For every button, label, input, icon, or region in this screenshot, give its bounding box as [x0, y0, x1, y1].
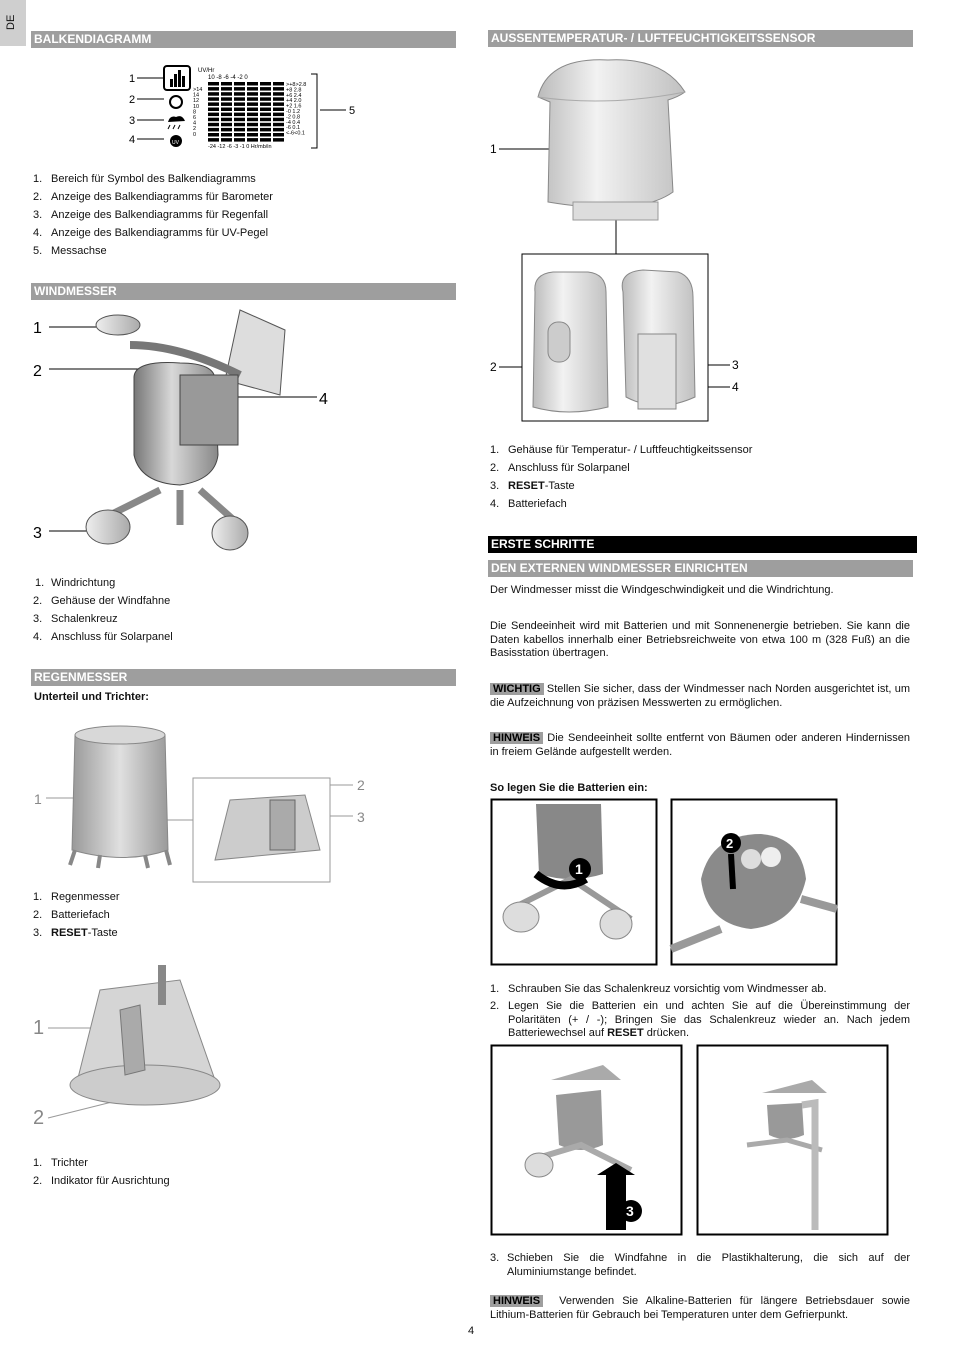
- display-bar-segment: [208, 128, 219, 131]
- left-scale: [193, 87, 202, 138]
- right-scale-label: +8 2.8: [286, 87, 302, 94]
- display-bar-segment: [208, 87, 219, 91]
- display-bar-segment: [221, 118, 232, 122]
- display-bar-segment: [221, 87, 232, 91]
- callout-1: 1: [129, 73, 136, 85]
- display-bar-segment: [247, 92, 258, 96]
- display-bar-segment: [208, 138, 219, 142]
- bar-rows: [208, 82, 284, 142]
- list-item: 1. Regenmesser: [33, 891, 120, 903]
- display-bar-segment: [260, 133, 271, 137]
- callout-2: 2: [33, 363, 42, 380]
- step-badge-3: 3: [626, 1203, 634, 1219]
- right-scale-label: -6 0.1: [286, 125, 301, 132]
- language-tab: [0, 0, 26, 46]
- list-item: 4. Anzeige des Balkendiagramms für UV-Pegel: [33, 227, 269, 239]
- display-bar-segment: [260, 97, 271, 101]
- display-bar-segment: [273, 123, 284, 127]
- display-bar-segment: [273, 82, 284, 86]
- display-bar-segment: [260, 123, 271, 127]
- display-bar-segment: [234, 102, 245, 106]
- display-bar-segment: [208, 97, 219, 101]
- list-item: 2. Batteriefach: [33, 909, 110, 921]
- note-hint-2: HINWEIS Verwenden Sie Alkaline-Batterien für längere Betriebsdauer sowie Lithium-Batterien für Gebrauch bei Temperaturen unter dem Gefrierpunkt.: [490, 1295, 910, 1321]
- display-bar-segment: [260, 128, 271, 131]
- list-item: 1. Trichter: [33, 1157, 88, 1169]
- callout-4: 4: [129, 134, 136, 146]
- wind-legend-list: [33, 576, 173, 648]
- display-bar-segment: [221, 82, 232, 86]
- display-bar-segment: [221, 133, 232, 137]
- display-bar-segment: [273, 138, 284, 142]
- battery-steps-list: [490, 982, 910, 1040]
- display-bar-segment: [234, 133, 245, 137]
- rain-cloud-icon: [168, 116, 185, 122]
- display-bar-segment: [273, 87, 284, 91]
- funnel-legend-list: [33, 1156, 170, 1192]
- left-scale-label: 14: [193, 92, 200, 99]
- list-item: 3. RESET-Taste: [490, 480, 575, 492]
- list-item: 3. RESET-Taste: [33, 927, 118, 939]
- funnel-illustration: [30, 960, 230, 1130]
- left-scale-label: 4: [193, 120, 197, 127]
- callout-4: 4: [732, 380, 739, 394]
- list-item: 2. Anschluss für Solarpanel: [490, 462, 630, 474]
- display-bar-segment: [234, 87, 245, 91]
- left-scale-label: >14: [193, 87, 203, 93]
- display-bar-segment: [234, 82, 245, 86]
- list-item: 1. Gehäuse für Temperatur- / Luftfeuchtigkeitssensor: [490, 444, 753, 456]
- callout-3: 3: [129, 115, 136, 127]
- left-scale-label: 10: [193, 103, 200, 110]
- note-important: WICHTIG Stellen Sie sicher, dass der Windmesser nach Norden ausgerichtet ist, um die Aufzeichnung von präzisen Messwerten zu ermöglichen.: [490, 683, 910, 709]
- display-bar-segment: [260, 118, 271, 122]
- display-bar-segment: [208, 92, 219, 96]
- display-bar-segment: [260, 92, 271, 96]
- display-bar-segment: [273, 108, 284, 112]
- display-bar-segment: [247, 108, 258, 112]
- right-scale-label: +2 1.6: [286, 103, 302, 110]
- right-scale-label: <-6<0.1: [286, 130, 305, 137]
- anemometer-illustration: [30, 305, 340, 560]
- left-scale-label: 0: [193, 131, 197, 138]
- display-bar-segment: [260, 138, 271, 142]
- display-bar-segment: [234, 97, 245, 101]
- display-bar-segment: [234, 108, 245, 112]
- callout-5: 5: [349, 105, 356, 117]
- list-item: 2. Legen Sie die Batterien ein und achten Sie auf die Übereinstimmung der Polaritäten (+ / -); Bringen Sie das Schalenkreuz wieder an. Nach jedem Batteriewechsel auf RESET drücken.: [490, 1000, 910, 1039]
- callout-4: 4: [319, 391, 328, 408]
- display-bar-segment: [221, 138, 232, 142]
- section-wind-title: WINDMESSER: [31, 283, 456, 300]
- section-rain-title: REGENMESSER: [31, 669, 456, 686]
- left-scale-label: 12: [193, 98, 200, 105]
- display-bar-segment: [273, 113, 284, 117]
- display-bar-segment: [234, 92, 245, 96]
- page-number: 4: [468, 1325, 475, 1337]
- display-bar-segment: [273, 118, 284, 122]
- step-badge-2: 2: [726, 836, 734, 851]
- list-item: 1. Windrichtung: [35, 577, 116, 589]
- battery-heading: So legen Sie die Batterien ein:: [490, 782, 648, 794]
- section-start-title: ERSTE SCHRITTE: [488, 536, 917, 553]
- display-bar-segment: [208, 113, 219, 117]
- callout-1: 1: [33, 1017, 45, 1039]
- mount-step-3-image: [491, 1045, 682, 1235]
- display-bar-segment: [273, 102, 284, 106]
- display-bar-segment: [247, 87, 258, 91]
- bar-chart-display-diagram: [120, 60, 370, 160]
- display-bar-segment: [247, 118, 258, 122]
- callout-3: 3: [357, 809, 365, 825]
- display-bar-segment: [221, 113, 232, 117]
- left-scale-label: 2: [193, 126, 197, 133]
- display-bar-segment: [247, 102, 258, 106]
- rain-subtitle: Unterteil und Trichter:: [34, 691, 149, 703]
- right-scale-label: -0 1.2: [286, 109, 301, 115]
- hint-tag: HINWEIS: [490, 732, 543, 744]
- display-bar-segment: [208, 118, 219, 122]
- display-bar-segment: [247, 123, 258, 127]
- display-header: UV/Hr: [198, 68, 215, 74]
- display-bar-segment: [273, 92, 284, 96]
- callout-2: 2: [129, 94, 136, 106]
- display-bar-segment: [208, 123, 219, 127]
- battery-step-1-image: [491, 799, 657, 965]
- callout-2: 2: [33, 1107, 45, 1129]
- display-bar-segment: [221, 102, 232, 106]
- list-item: 2. Gehäuse der Windfahne: [33, 595, 171, 607]
- display-bar-segment: [221, 97, 232, 101]
- list-item: 2. Anzeige des Balkendiagramms für Barometer: [33, 191, 273, 203]
- display-bar-segment: [234, 118, 245, 122]
- rain-gauge-illustration: [30, 720, 375, 885]
- paragraph-power: Die Sendeeinheit wird mit Batterien und mit Sonnenenergie betrieben. Sie kann die Daten kabellos innerhalb einer Betriebsreichweite von etwa 100 m (328 Fuß) an die Basisstation übertragen.: [490, 620, 910, 659]
- step-badge-1: 1: [575, 861, 583, 877]
- list-item: 5. Messachse: [33, 245, 107, 257]
- display-bar-segment: [234, 123, 245, 127]
- important-tag: WICHTIG: [490, 683, 544, 695]
- display-bar-segment: [221, 108, 232, 112]
- display-bar-segment: [247, 128, 258, 131]
- display-bar-segment: [260, 87, 271, 91]
- bottom-scale: -24 -12 -6 -3 -1 0 Hr/mb/in: [208, 144, 272, 150]
- section-bar-chart-title: BALKENDIAGRAMM: [31, 31, 456, 48]
- callout-3: 3: [33, 525, 42, 542]
- display-bar-segment: [273, 97, 284, 101]
- paragraph-intro: Der Windmesser misst die Windgeschwindigkeit und die Windrichtung.: [490, 584, 834, 596]
- display-bar-segment: [247, 113, 258, 117]
- section-anemometer-setup-title: DEN EXTERNEN WINDMESSER EINRICHTEN: [488, 560, 913, 577]
- sensor-illustration: [488, 52, 748, 424]
- left-scale-label: 6: [193, 115, 197, 121]
- hint-tag: HINWEIS: [490, 1295, 543, 1307]
- display-bar-segment: [273, 128, 284, 131]
- right-scale-label: >+8>2.8: [286, 82, 307, 88]
- list-item: 1. Bereich für Symbol des Balkendiagramms: [33, 173, 256, 185]
- left-scale-label: 8: [193, 109, 197, 116]
- display-bar-segment: [247, 82, 258, 86]
- display-bar-segment: [234, 113, 245, 117]
- list-item: 1. Schrauben Sie das Schalenkreuz vorsichtig vom Windmesser ab.: [490, 983, 827, 995]
- list-item: 2. Indikator für Ausrichtung: [33, 1175, 170, 1187]
- display-bar-segment: [260, 108, 271, 112]
- display-bar-segment: [247, 138, 258, 142]
- callout-3: 3: [732, 358, 739, 372]
- display-bar-segment: [208, 82, 219, 86]
- list-item: 3. Anzeige des Balkendiagramms für Regenfall: [33, 209, 269, 221]
- barometer-icon: [170, 96, 182, 108]
- display-bar-segment: [221, 92, 232, 96]
- display-bar-segment: [234, 128, 245, 131]
- callout-1: 1: [490, 142, 497, 156]
- right-scale-label: +4 2.0: [286, 98, 302, 105]
- display-bar-segment: [208, 102, 219, 106]
- display-bar-segment: [247, 97, 258, 101]
- callout-1: 1: [34, 791, 42, 807]
- right-scale-label: -4 0.4: [286, 119, 301, 126]
- rain-legend-list: [33, 890, 119, 944]
- section-sensor-title: AUSSENTEMPERATUR- / LUFTFEUCHTIGKEITSSENSOR: [488, 30, 913, 47]
- callout-1: 1: [33, 320, 42, 337]
- display-bar-segment: [260, 113, 271, 117]
- list-item: 4. Batteriefach: [490, 498, 567, 510]
- right-scale: [286, 82, 306, 137]
- language-label: DE: [5, 14, 17, 30]
- display-bar-segment: [234, 138, 245, 142]
- step-3-text: 3. Schieben Sie die Windfahne in die Plastikhalterung, die sich auf der Aluminiumstange befindet.: [490, 1252, 910, 1278]
- list-item: 3. Schalenkreuz: [33, 613, 118, 625]
- bar-chart-legend-list: [33, 172, 273, 262]
- callout-2: 2: [490, 360, 497, 374]
- list-item: 4. Anschluss für Solarpanel: [33, 631, 173, 643]
- right-scale-label: +6 2.4: [286, 92, 302, 99]
- display-bar-segment: [221, 128, 232, 131]
- mounted-anemometer-image: [697, 1045, 888, 1235]
- right-scale-label: -2 0.8: [286, 114, 301, 121]
- display-bar-segment: [260, 102, 271, 106]
- top-scale: 10 -8 -6 -4 -2 0: [208, 75, 248, 81]
- display-bar-segment: [208, 133, 219, 137]
- sensor-legend-list: [490, 443, 752, 515]
- battery-step-2-image: [671, 799, 837, 965]
- display-bar-segment: [260, 82, 271, 86]
- svg-text:UV: UV: [172, 140, 179, 146]
- display-bar-segment: [221, 123, 232, 127]
- display-bar-segment: [208, 108, 219, 112]
- callout-2: 2: [357, 777, 365, 793]
- note-hint-1: HINWEIS Die Sendeeinheit sollte entfernt von Bäumen oder anderen Hindernissen in freiem Gelände aufgestellt werden.: [490, 732, 910, 758]
- display-bar-segment: [247, 133, 258, 137]
- display-bar-segment: [273, 133, 284, 137]
